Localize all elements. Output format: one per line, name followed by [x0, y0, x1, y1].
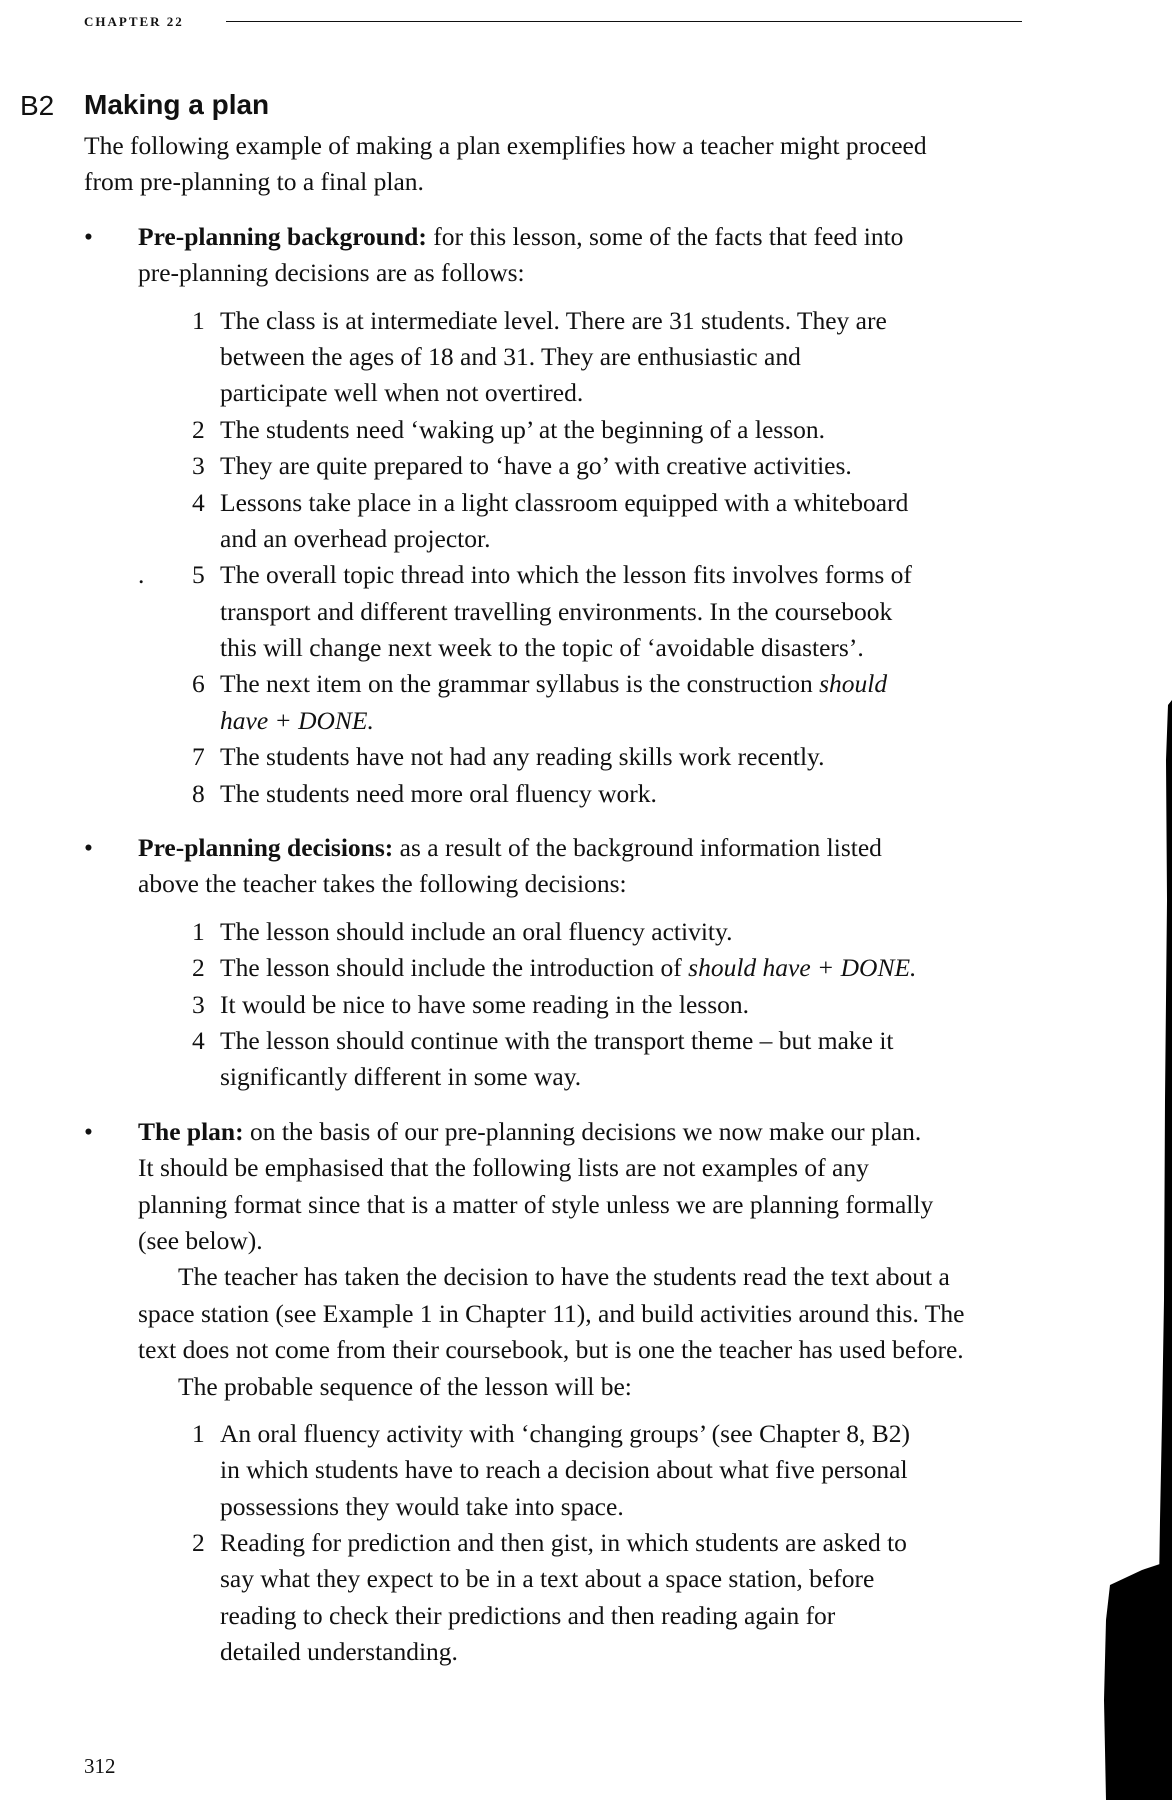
text-line	[84, 303, 1044, 339]
text-line	[84, 1452, 1044, 1488]
text-line	[84, 830, 1044, 866]
paragraph	[84, 128, 1044, 201]
scan-dark-edge	[1092, 0, 1172, 1800]
item-number: 2	[192, 414, 205, 444]
text-run: (see below).	[138, 1225, 263, 1255]
text-line	[84, 557, 1044, 593]
text-line	[84, 1150, 1044, 1186]
text-run: text does not come from their coursebook, but is one the teacher has used before.	[138, 1335, 964, 1365]
text-run: The next item on the grammar syllabus is the construction	[220, 669, 820, 699]
text-line	[84, 666, 1044, 702]
bullet-marker: •	[84, 1116, 93, 1146]
section-title: Making a plan	[84, 89, 270, 120]
item-number: 4	[192, 1025, 205, 1055]
text-line	[84, 164, 1044, 200]
text-run: The lesson should include an oral fluency activity.	[220, 916, 733, 946]
text-run: for this lesson, some of the facts that feed into	[426, 221, 904, 251]
text-run: The overall topic thread into which the lesson fits involves forms of	[220, 560, 912, 590]
list-item	[84, 1525, 1044, 1671]
bullet-marker: •	[84, 833, 93, 863]
text-run: participate well when not overtired.	[220, 378, 584, 408]
text-line	[84, 866, 1044, 902]
text-run: The lesson should continue with the transport theme – but make it	[220, 1025, 894, 1055]
italic-text: should have + DONE.	[688, 953, 917, 983]
stray-mark: .	[138, 560, 145, 590]
bullet-paragraph	[84, 830, 1044, 903]
text-run: as a result of the background information listed	[393, 833, 882, 863]
text-run: possessions they would take into space.	[220, 1491, 624, 1521]
running-header: CHAPTER 22	[84, 14, 184, 29]
bold-lead-in: The plan:	[138, 1116, 244, 1146]
item-number: 1	[192, 1418, 205, 1448]
text-line	[84, 485, 1044, 521]
text-line	[84, 914, 1044, 950]
item-number: 6	[192, 669, 205, 699]
text-line	[84, 594, 1044, 630]
item-number: 1	[192, 916, 205, 946]
italic-text: have + DONE.	[220, 705, 374, 735]
text-run: on the basis of our pre-planning decisions we now make our plan.	[243, 1116, 922, 1146]
text-run: Reading for prediction and then gist, in which students are asked to	[220, 1528, 907, 1558]
item-number: 1	[192, 305, 205, 335]
text-line	[84, 1059, 1044, 1095]
text-run: pre-planning decisions are as follows:	[138, 258, 525, 288]
text-line	[84, 448, 1044, 484]
text-line	[84, 1561, 1044, 1597]
text-line	[84, 950, 1044, 986]
text-line	[84, 987, 1044, 1023]
header-rule	[226, 21, 1022, 22]
text-run: They are quite prepared to ‘have a go’ with creative activities.	[220, 451, 852, 481]
bold-lead-in: Pre-planning background:	[138, 221, 427, 251]
item-number: 2	[192, 1528, 205, 1558]
list-item	[84, 666, 1044, 739]
text-run: and an overhead projector.	[220, 523, 491, 553]
text-run: The following example of making a plan exemplifies how a teacher might proceed	[84, 131, 927, 160]
text-run: The teacher has taken the decision to have the students read the text about a	[178, 1262, 950, 1292]
text-line	[84, 128, 1044, 164]
list-item	[84, 950, 1044, 986]
bold-lead-in: Pre-planning decisions:	[138, 833, 394, 863]
text-line	[84, 1489, 1044, 1525]
list-item	[84, 1023, 1044, 1096]
section-number: B2	[20, 90, 55, 121]
list-item	[84, 412, 1044, 448]
text-line	[84, 1187, 1044, 1223]
text-line	[84, 1332, 1044, 1368]
list-item	[84, 776, 1044, 812]
text-run: reading to check their predictions and then reading again for	[220, 1600, 836, 1630]
item-number: 3	[192, 989, 205, 1019]
text-line	[84, 1416, 1044, 1452]
text-line	[84, 1634, 1044, 1670]
text-run: Lessons take place in a light classroom equipped with a whiteboard	[220, 487, 909, 517]
list-item	[84, 914, 1044, 950]
text-run: The students have not had any reading skills work recently.	[220, 742, 825, 772]
body-text	[84, 128, 1044, 1671]
bullet-paragraph	[84, 1114, 1044, 1260]
list-item	[84, 739, 1044, 775]
item-number: 3	[192, 451, 205, 481]
bullet-marker: •	[84, 221, 93, 251]
text-line	[84, 1525, 1044, 1561]
text-line	[84, 1023, 1044, 1059]
text-line	[84, 219, 1044, 255]
text-run: An oral fluency activity with ‘changing groups’ (see Chapter 8, B2)	[220, 1418, 910, 1448]
text-run: The students need ‘waking up’ at the beginning of a lesson.	[220, 414, 826, 444]
text-run: planning format since that is a matter of style unless we are planning formally	[138, 1189, 934, 1219]
item-number: 7	[192, 742, 205, 772]
text-run: It should be emphasised that the following lists are not examples of any	[138, 1153, 869, 1183]
text-line	[84, 1598, 1044, 1634]
text-run: The probable sequence of the lesson will be:	[178, 1371, 632, 1401]
text-run: transport and different travelling environments. In the coursebook	[220, 596, 893, 626]
list-item	[84, 303, 1044, 412]
list-item	[84, 485, 1044, 558]
text-line	[84, 521, 1044, 557]
text-line	[84, 739, 1044, 775]
text-line	[84, 412, 1044, 448]
item-number: 5	[192, 560, 205, 590]
text-line	[84, 1369, 1044, 1405]
list-item	[84, 448, 1044, 484]
text-line	[84, 1296, 1044, 1332]
text-run: It would be nice to have some reading in the lesson.	[220, 989, 749, 1019]
text-run: The class is at intermediate level. There are 31 students. They are	[220, 305, 887, 335]
page-number: 312	[84, 1754, 116, 1778]
text-run: above the teacher takes the following decisions:	[138, 869, 627, 899]
bullet-paragraph	[84, 219, 1044, 292]
list-item	[84, 987, 1044, 1023]
text-line	[84, 339, 1044, 375]
text-line	[84, 1114, 1044, 1150]
text-run: in which students have to reach a decision about what five personal	[220, 1455, 908, 1485]
text-run: significantly different in some way.	[220, 1062, 582, 1092]
text-run: The students need more oral fluency work.	[220, 778, 657, 808]
text-run: detailed understanding.	[220, 1637, 458, 1667]
item-number: 8	[192, 778, 205, 808]
text-run: this will change next week to the topic of ‘avoidable disasters’.	[220, 633, 864, 663]
item-number: 2	[192, 953, 205, 983]
italic-text: should	[819, 669, 888, 699]
text-run: space station (see Example 1 in Chapter 11), and build activities around this. The	[138, 1298, 965, 1328]
text-line	[84, 375, 1044, 411]
text-run: between the ages of 18 and 31. They are enthusiastic and	[220, 341, 801, 371]
text-line	[84, 1223, 1044, 1259]
text-line	[84, 255, 1044, 291]
text-run: say what they expect to be in a text about a space station, before	[220, 1564, 875, 1594]
paragraph	[84, 1369, 1044, 1405]
paragraph	[84, 1259, 1044, 1368]
text-line	[84, 703, 1044, 739]
item-number: 4	[192, 487, 205, 517]
text-run: The lesson should include the introduction of	[220, 953, 689, 983]
text-line	[84, 630, 1044, 666]
text-run: from pre-planning to a final plan.	[84, 167, 424, 197]
list-item	[84, 1416, 1044, 1525]
text-line	[84, 1259, 1044, 1295]
list-item	[84, 557, 1044, 666]
text-line	[84, 776, 1044, 812]
